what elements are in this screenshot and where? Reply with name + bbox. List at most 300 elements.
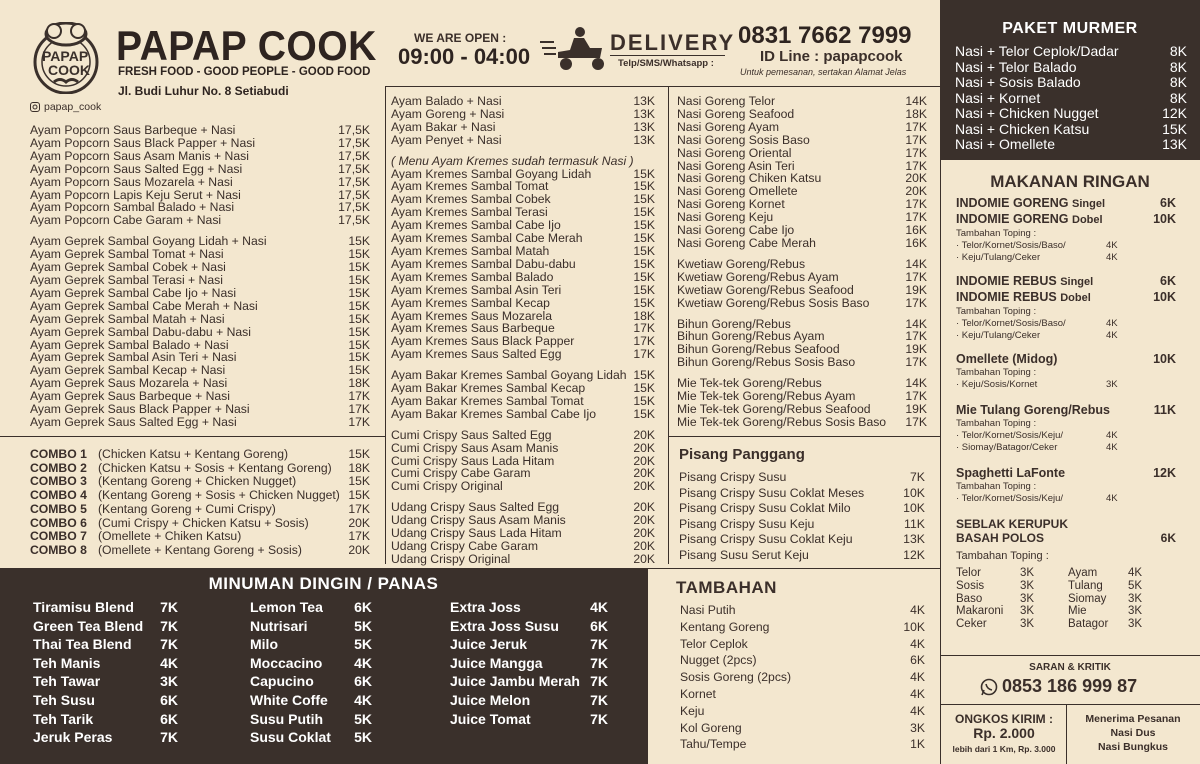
combo-name: COMBO 7 [30,529,87,544]
item-price: 10K [903,501,925,515]
item-price: 19K [905,342,927,357]
snack-price: 12K [1153,466,1176,480]
item-price: 15K [633,269,655,284]
delivery-underline [610,55,725,56]
item-price: 15K [348,298,370,313]
seblak-topping-row [956,618,1176,631]
instagram-text: papap_cook [44,101,102,113]
item-price: 17,5K [338,135,370,150]
item-name: Ayam Geprek Saus Black Papper + Nasi [30,402,250,417]
menu-item [955,122,1187,138]
item-name: Juice Jambu Merah [450,673,580,690]
topping-price: 4K [1106,493,1118,504]
item-name: Ayam Kremes Sambal Matah [391,243,550,258]
item-price: 3K [160,673,178,690]
menu-item [677,108,927,121]
menu-item [677,403,927,416]
topping-row [956,493,1176,505]
spacer [956,391,1176,403]
snack-variant: Dobel [1072,214,1103,226]
item-price: 17K [905,295,927,310]
item-name: Jeruk Peras [33,729,113,746]
menu-item [250,710,372,729]
item-price: 4K [910,636,925,651]
menu-item [391,95,655,108]
item-price: 5K [354,710,372,727]
brand-name: PAPAP COOK [116,22,377,69]
topping-name: · Telor/Kornet/Sosis/Keju/ [956,430,1064,441]
item-name: Nasi + Omellete [955,136,1055,152]
menu-item [955,60,1187,76]
item-name: Nasi Goreng Telor [677,94,775,108]
item-price: 17K [905,197,927,212]
item-name: Teh Manis [33,654,101,671]
item-name: Nasi Putih [680,603,736,617]
menu-item [33,654,178,673]
item-name: Mie Tek-tek Goreng/Rebus Sosis Baso [677,414,887,429]
menu-item [391,348,655,361]
item-price: 15K [348,234,370,249]
menu-col-2 [391,95,655,566]
topping-label: Tambahan Toping : [956,418,1037,429]
item-price: 7K [590,710,608,727]
item-name: Tahu/Tempe [680,737,747,752]
menu-item [679,548,925,564]
minuman-panel [0,568,647,764]
menu-item [679,532,925,548]
menu-item [391,134,655,147]
logo-bottom-text: COOK [48,62,90,78]
combo-desc: (Chicken Katsu + Sosis + Kentang Goreng) [98,460,332,475]
topping-price: 4K [1106,430,1118,441]
item-name: Ayam Geprek Sambal Tomat + Nasi [30,247,224,262]
item-price: 4K [910,686,925,701]
minuman-col-3 [450,598,608,728]
item-price: 20K [633,453,655,468]
menu-item [250,635,372,654]
item-price: 20K [633,539,655,553]
topping-price: 5K [1128,579,1143,592]
item-name: Pisang Crispy Susu Coklat Meses [679,485,865,500]
menu-item [391,408,655,421]
item-name: Extra Joss Susu [450,617,559,634]
menu-item [955,91,1187,107]
snack-variant: Singel [1072,198,1106,210]
item-price: 15K [348,311,370,326]
item-name: Nasi Goreng Chiken Katsu [677,171,822,186]
menu-item [30,274,370,287]
item-price: 20K [633,513,655,528]
item-name: Ayam Kremes Sambal Asin Teri [391,282,562,297]
item-name: Ayam Kremes Sambal Terasi [391,205,548,220]
combo-price: 20K [348,515,370,530]
item-name: Kentang Goreng [680,619,770,634]
item-price: 15K [348,324,370,339]
item-name: Ayam Penyet + Nasi [391,132,502,147]
topping-price: 4K [1106,330,1118,341]
hours-time: 09:00 - 04:00 [398,44,531,69]
snack-name: INDOMIE REBUS Singel [956,274,1094,288]
item-name: Susu Putih [250,710,324,727]
item-name: Nasi Goreng Asin Teri [677,158,795,173]
item-price: 15K [633,406,655,421]
item-name: Ayam Bakar Kremes Sambal Goyang Lidah [391,368,627,383]
menu-item [391,429,655,442]
item-price: 20K [633,440,655,455]
item-name: Ayam Geprek Sambal Kecap + Nasi [30,363,226,378]
menu-item [955,75,1187,91]
item-price: 15K [633,179,655,194]
snack-name: Mie Tulang Goreng/Rebus [956,403,1110,417]
menu-col-3 [677,95,927,429]
item-price: 15K [1162,120,1187,137]
item-name: Nugget (2pcs) [680,653,757,668]
item-price: 17,5K [338,200,370,215]
item-price: 17K [633,347,655,362]
menu-item [391,395,655,408]
snack-name: Spaghetti LaFonte [956,466,1066,480]
item-name: Nasi Goreng Ayam [677,119,780,134]
item-price: 17K [905,389,927,404]
topping-label: Tambahan Toping : [956,481,1037,492]
item-price: 17K [633,321,655,336]
menu-item [955,106,1187,122]
topping-price: 3K [1020,605,1035,618]
spacer [956,454,1176,466]
item-price: 7K [160,636,178,653]
combo-row [30,462,370,476]
menu-item [955,137,1187,153]
item-price: 17K [905,158,927,173]
item-name: Ayam Geprek Sambal Terasi + Nasi [30,272,223,287]
snack-item [956,466,1176,481]
item-name: Cumi Crispy Saus Salted Egg [391,427,552,442]
menu-item [391,258,655,271]
item-name: Ayam Geprek Sambal Cabe Merah + Nasi [30,298,258,313]
combo-row [30,517,370,531]
divider [668,436,940,437]
ongkos-label: ONGKOS KIRIM : [955,712,1053,726]
menu-item [30,163,370,176]
item-price: 4K [354,654,372,671]
seblak-price: 6K [1160,531,1176,545]
item-name: Ayam Popcorn Lapis Keju Serut + Nasi [30,187,241,202]
menu-item [391,382,655,395]
item-name: Ayam Goreng + Nasi [391,106,505,121]
item-name: Sosis Goreng (2pcs) [680,670,792,685]
combo-price: 17K [348,529,370,544]
item-price: 15K [633,295,655,310]
menu-item [679,501,925,517]
combo-name: COMBO 3 [30,474,87,489]
combo-desc: (Omellete + Chiken Katsu) [98,529,242,544]
item-name: Bihun Goreng/Rebus Sosis Baso [677,355,856,370]
combo-price: 18K [348,460,370,475]
combo-row [30,530,370,544]
menu-item [30,214,370,227]
seblak-line-2: BASAH POLOS [956,531,1045,545]
item-price: 17K [348,402,370,417]
item-name: Ayam Kremes Sambal Tomat [391,179,549,194]
topping-price: 3K [1128,605,1143,618]
snack-name: INDOMIE GORENG Dobel [956,212,1103,226]
menu-item [677,297,927,310]
item-name: Bihun Goreng/Rebus Seafood [677,342,840,357]
item-price: 6K [354,599,372,615]
menu-item [33,728,178,747]
combo-row [30,475,370,489]
divider [1066,704,1067,764]
menu-item [680,669,925,686]
menu-item [30,313,370,326]
item-name: Kol Goreng [680,720,742,735]
combo-name: COMBO 1 [30,447,87,461]
item-name: Pisang Crispy Susu Keju [679,516,815,531]
item-price: 7K [160,599,178,615]
item-name: Keju [680,703,705,718]
item-price: 14K [905,376,927,391]
item-price: 17,5K [338,123,370,137]
topping-name: Telor [956,567,981,579]
ringan-panel [956,196,1176,631]
item-price: 17K [905,145,927,160]
pisang-title: Pisang Panggang [679,446,805,463]
item-price: 5K [354,729,372,746]
snack-variant: Dobel [1060,292,1091,304]
item-price: 20K [633,479,655,494]
topping-label: Tambahan Toping : [956,550,1049,562]
item-name: Pisang Crispy Susu [679,470,787,484]
topping-name: · Telor/Kornet/Sosis/Baso/ [956,240,1066,251]
topping-row [956,318,1176,330]
topping-price: 3K [1020,618,1035,631]
item-name: Nasi + Chicken Katsu [955,120,1090,137]
menu-item [679,486,925,502]
item-price: 15K [633,282,655,297]
item-price: 7K [160,617,178,634]
menu-item [680,619,925,636]
item-price: 17K [905,414,927,429]
item-name: Ayam Kremes Saus Black Papper [391,334,575,349]
menu-item [391,553,655,566]
divider [0,436,385,437]
menu-item [250,654,372,673]
snack-price: 10K [1153,290,1176,304]
item-name: Ayam Kremes Sambal Cabe Ijo [391,218,561,233]
delivery-label: DELIVERY [610,30,736,55]
item-price: 17K [348,389,370,404]
seblak-topping-row [956,567,1176,580]
snack-item [956,290,1176,306]
item-name: Juice Tomat [450,710,531,727]
item-name: Nasi Goreng Oriental [677,145,792,160]
combo-price: 20K [348,542,370,557]
menu-item [680,736,925,753]
item-name: Udang Crispy Saus Salted Egg [391,500,560,515]
menu-item [680,652,925,669]
menu-item [30,137,370,150]
whatsapp-icon [980,678,998,696]
item-name: Moccacino [250,654,323,671]
menu-item [391,540,655,553]
item-price: 4K [910,603,925,617]
item-name: Cumi Crispy Cabe Garam [391,466,531,481]
menu-item [680,636,925,653]
item-name: Ayam Bakar Kremes Sambal Kecap [391,381,586,396]
menu-item [677,237,927,250]
item-price: 19K [905,282,927,297]
menu-item [30,326,370,339]
snack-price: 6K [1160,274,1176,288]
item-name: Pisang Crispy Susu Coklat Milo [679,501,851,515]
delivery-phone: 0831 7662 7999 [738,22,912,49]
item-name: Ayam Kremes Sambal Balado [391,269,554,284]
item-price: 15K [348,285,370,300]
item-price: 12K [1162,105,1187,121]
item-name: Ayam Geprek Sambal Dabu-dabu + Nasi [30,324,251,339]
item-name: Lemon Tea [250,599,323,615]
minuman-title: MINUMAN DINGIN / PANAS [208,574,439,593]
item-price: 7K [590,691,608,708]
snack-item [956,352,1176,367]
item-price: 20K [633,500,655,515]
item-name: Nasi Goreng Keju [677,210,774,225]
item-name: Mie Tek-tek Goreng/Rebus Seafood [677,401,871,416]
item-name: Kwetiaw Goreng/Rebus Seafood [677,282,854,297]
menu-item [450,672,608,691]
seblak-line-1: SEBLAK KERUPUK [956,517,1069,531]
menu-item [250,691,372,710]
item-price: 17,5K [338,161,370,176]
item-price: 20K [905,171,927,186]
item-name: Juice Melon [450,691,531,708]
topping-name: · Siomay/Batagor/Ceker [956,442,1058,453]
item-price: 13K [633,119,655,134]
topping-price: 3K [1128,618,1143,631]
menu-item [250,598,372,617]
snack-name: INDOMIE REBUS Dobel [956,290,1091,304]
combo-price: 15K [348,447,370,461]
menu-item [391,442,655,455]
menu-item [679,517,925,533]
item-name: Ayam Geprek Saus Mozarela + Nasi [30,376,228,391]
item-name: Udang Crispy Original [391,551,511,566]
item-price: 8K [1169,74,1187,90]
item-name: Nasi Goreng Cabe Merah [677,235,816,250]
topping-row [956,330,1176,342]
item-name: Cumi Crispy Saus Lada Hitam [391,453,555,468]
item-name: Ayam Balado + Nasi [391,94,502,108]
item-price: 17,5K [338,213,370,228]
item-price: 15K [633,368,655,383]
menu-item [33,617,178,636]
item-price: 20K [633,466,655,481]
item-name: Nasi + Chicken Nugget [955,105,1099,121]
item-name: Ayam Kremes Sambal Dabu-dabu [391,256,576,271]
menu-item [391,245,655,258]
item-name: Mie Tek-tek Goreng/Rebus Ayam [677,389,856,404]
item-price: 4K [910,703,925,718]
item-price: 15K [633,256,655,271]
menu-item [679,470,925,486]
item-name: Ayam Popcorn Saus Barbeque + Nasi [30,123,236,137]
item-name: Kornet [680,686,716,701]
item-price: 17K [905,119,927,134]
item-price: 6K [590,617,608,634]
item-price: 15K [633,192,655,207]
item-price: 5K [354,617,372,634]
item-price: 7K [590,673,608,690]
topping-row [956,252,1176,264]
item-name: Ayam Kremes Saus Barbeque [391,321,555,336]
snack-variant: Singel [1060,276,1094,288]
item-name: Pisang Susu Serut Keju [679,547,809,562]
scooter-icon [540,26,610,77]
topping-price: 4K [1106,240,1118,251]
ongkos-note: lebih dari 1 Km, Rp. 3.000 [952,744,1056,754]
item-price: 15K [633,381,655,396]
menu-item [30,124,370,137]
item-price: 6K [160,710,178,727]
item-name: Ayam Geprek Sambal Balado + Nasi [30,337,229,352]
item-name: Udang Crispy Saus Asam Manis [391,513,566,528]
topping-name: · Telor/Kornet/Sosis/Keju/ [956,493,1064,504]
item-name: Milo [250,636,278,653]
snack-name: Omellete (Midog) [956,352,1058,366]
item-name: Ayam Kremes Saus Mozarela [391,308,552,323]
menu-item [391,480,655,493]
menu-item [30,300,370,313]
paket-list [955,44,1187,153]
item-name: Ayam Kremes Saus Salted Egg [391,347,562,362]
item-price: 17K [905,210,927,225]
item-name: Ayam Kremes Sambal Kecap [391,295,550,310]
item-name: Nasi Goreng Sosis Baso [677,132,810,147]
saran-label: SARAN & KRITIK [1029,662,1111,673]
menu-item [30,403,370,416]
combo-name: COMBO 8 [30,542,87,557]
topping-price: 4K [1106,442,1118,453]
menu-item [391,284,655,297]
pesanan-line-1: Menerima Pesanan [1085,713,1181,725]
item-name: Ayam Geprek Sambal Matah + Nasi [30,311,225,326]
item-name: Ayam Popcorn Saus Black Papper + Nasi [30,135,256,150]
item-name: Telor Ceplok [680,636,748,651]
topping-name: Sosis [956,579,985,592]
item-name: Teh Tarik [33,710,94,727]
delivery-line-id: ID Line : papapcook [760,48,903,65]
item-price: 7K [909,470,925,484]
tambahan-title: TAMBAHAN [676,578,777,597]
snack-name: INDOMIE GORENG Singel [956,196,1106,210]
item-price: 7K [590,636,608,653]
topping-price: 3K [1020,579,1035,592]
pesanan-line-2: Nasi Dus [1110,727,1156,739]
menu-item [391,271,655,284]
topping-name: Mie [1068,605,1087,618]
combo-desc: (Kentang Goreng + Sosis + Chicken Nugget) [98,488,340,503]
menu-item [33,635,178,654]
divider [668,86,669,564]
menu-item [677,121,927,134]
menu-item [677,271,927,284]
item-name: Thai Tea Blend [33,636,132,653]
menu-item [680,720,925,737]
item-price: 18K [905,106,927,121]
menu-item [677,95,927,108]
topping-name: Siomay [1068,592,1107,605]
item-price: 15K [348,247,370,262]
